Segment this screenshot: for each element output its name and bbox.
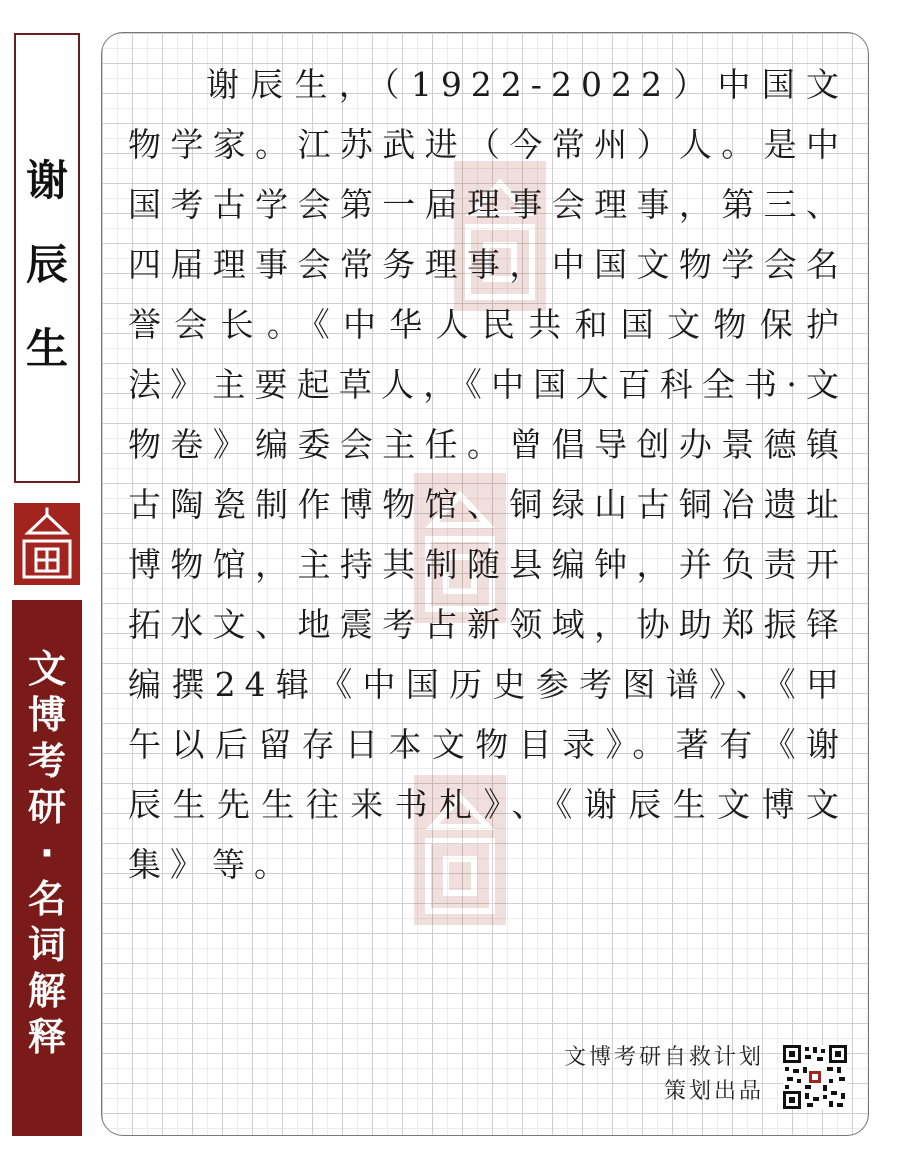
series-char: 名 (27, 877, 66, 921)
title-box (14, 33, 80, 483)
footer-line-2: 策划出品 (663, 1079, 764, 1104)
entry-text: 谢辰生，（1922-2022）中国文物学家。江苏武进（今常州）人。是中国考古学会第一届理事会理事，第三、四届理事会常务理事，中国文物学会名誉会长。《中华人民共和国文物保护法》主要起草人，《中国大百科全书·文物卷》编委会主任。曾倡导创办景德镇古陶瓷制作博物馆、铜绿山古铜冶遗址博物馆，主持其制随县编钟，并负责开拓水文、地震考占新领域，协助郑振铎编撰24辑《中国历史参考图谱》、《甲午以后留存日本文物目录》。著有《谢辰生先生往来书札》、《谢辰生文博文集》等。 (128, 65, 848, 884)
footer-line-1: 文博考研自救计划 (563, 1045, 764, 1070)
series-label (12, 600, 82, 1136)
series-char: 词 (27, 923, 66, 967)
series-char: 解 (27, 969, 66, 1013)
seal-icon (14, 503, 80, 585)
building-seal-icon (14, 503, 80, 585)
grid-paper (101, 32, 869, 1136)
qr-code-icon[interactable] (783, 1045, 847, 1109)
footer-credit (564, 1041, 764, 1109)
series-char: 释 (27, 1015, 66, 1059)
title-char: 生 (25, 324, 68, 373)
series-char: 文 (27, 647, 66, 691)
title-char: 辰 (25, 240, 68, 289)
series-char: 考 (27, 739, 66, 783)
series-char: · (39, 831, 55, 875)
series-char: 博 (27, 693, 66, 737)
title-char: 谢 (25, 156, 68, 205)
series-char: 研 (27, 785, 66, 829)
